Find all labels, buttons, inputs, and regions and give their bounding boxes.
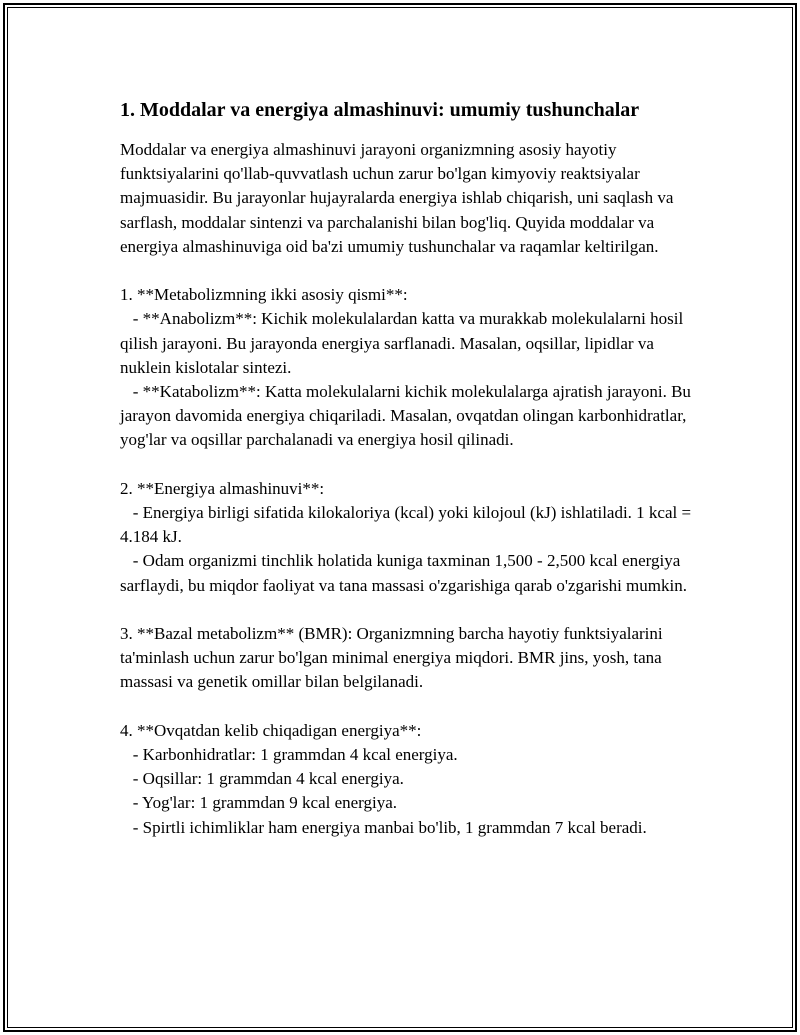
intro-paragraph: Moddalar va energiya almashinuvi jarayoni organizmning asosiy hayotiy funktsiyalarini qo'llab-quvvatlash uchun zarur bo'lgan kimyoviy reaktsiyalar majmuasidir. Bu jarayonlar hujayralarda energiya ishlab chiqarish, uni saqlash va sarflash, moddalar sintenzi va parchalanishi bilan bog'liq. Quyida moddalar va energiya almashinuviga oid ba'zi umumiy tushunchalar va raqamlar keltirilgan. — [120, 140, 674, 256]
spacer — [120, 695, 700, 719]
list-item: - Yog'lar: 1 grammdan 9 kcal energiya. — [120, 793, 398, 813]
spacer — [120, 259, 700, 283]
page-frame — [3, 3, 797, 1032]
section-metabolism — [120, 283, 700, 452]
spacer — [120, 598, 700, 622]
list-item: - **Katabolizm**: Katta molekulalarni kichik molekulalarga ajratish jarayoni. Bu jarayon davomida energiya chiqariladi. Masalan, ovqatdan olingan karbonhidratlar, yog'lar va oqsillar parchalanadi va energiya hosil qilinadi. — [120, 382, 696, 450]
list-item: - Oqsillar: 1 grammdan 4 kcal energiya. — [120, 769, 404, 789]
list-item: - Odam organizmi tinchlik holatida kuniga taxminan 1,500 - 2,500 kcal energiya sarflaydi, bu miqdor faoliyat va tana massasi o'zgarishiga qarab o'zgarishi mumkin. — [120, 551, 687, 595]
section-heading: 4. **Ovqatdan kelib chiqadigan energiya**: — [120, 720, 422, 740]
list-item: - Energiya birligi sifatida kilokaloriya (kcal) yoki kilojoul (kJ) ishlatiladi. 1 kcal = 4.184 kJ. — [120, 503, 696, 547]
section-heading: 1. **Metabolizmning ikki asosiy qismi**: — [120, 285, 408, 305]
spacer — [120, 453, 700, 477]
list-item: - **Anabolizm**: Kichik molekulalardan katta va murakkab molekulalarni hosil qilish jarayoni. Bu jarayonda energiya sarflanadi. Masalan, oqsillar, lipidlar va nuklein kislotalar sintezi. — [120, 309, 688, 377]
list-item: - Karbonhidratlar: 1 grammdan 4 kcal energiya. — [120, 745, 458, 765]
document-body — [120, 96, 700, 840]
list-item: - Spirtli ichimliklar ham energiya manbai bo'lib, 1 grammdan 7 kcal beradi. — [120, 817, 647, 837]
section-heading: 3. **Bazal metabolizm** (BMR): Organizmning barcha hayotiy funktsiyalarini ta'minlash uchun zarur bo'lgan minimal energiya miqdori. BMR jins, yosh, tana massasi va genetik omillar bilan belgilanadi. — [120, 624, 663, 692]
section-food-energy — [120, 719, 700, 840]
section-energy-exchange — [120, 477, 700, 598]
document-title: 1. Moddalar va energiya almashinuvi: umumiy tushunchalar — [120, 99, 640, 121]
section-heading: 2. **Energiya almashinuvi**: — [120, 478, 325, 498]
section-bmr — [120, 622, 700, 695]
